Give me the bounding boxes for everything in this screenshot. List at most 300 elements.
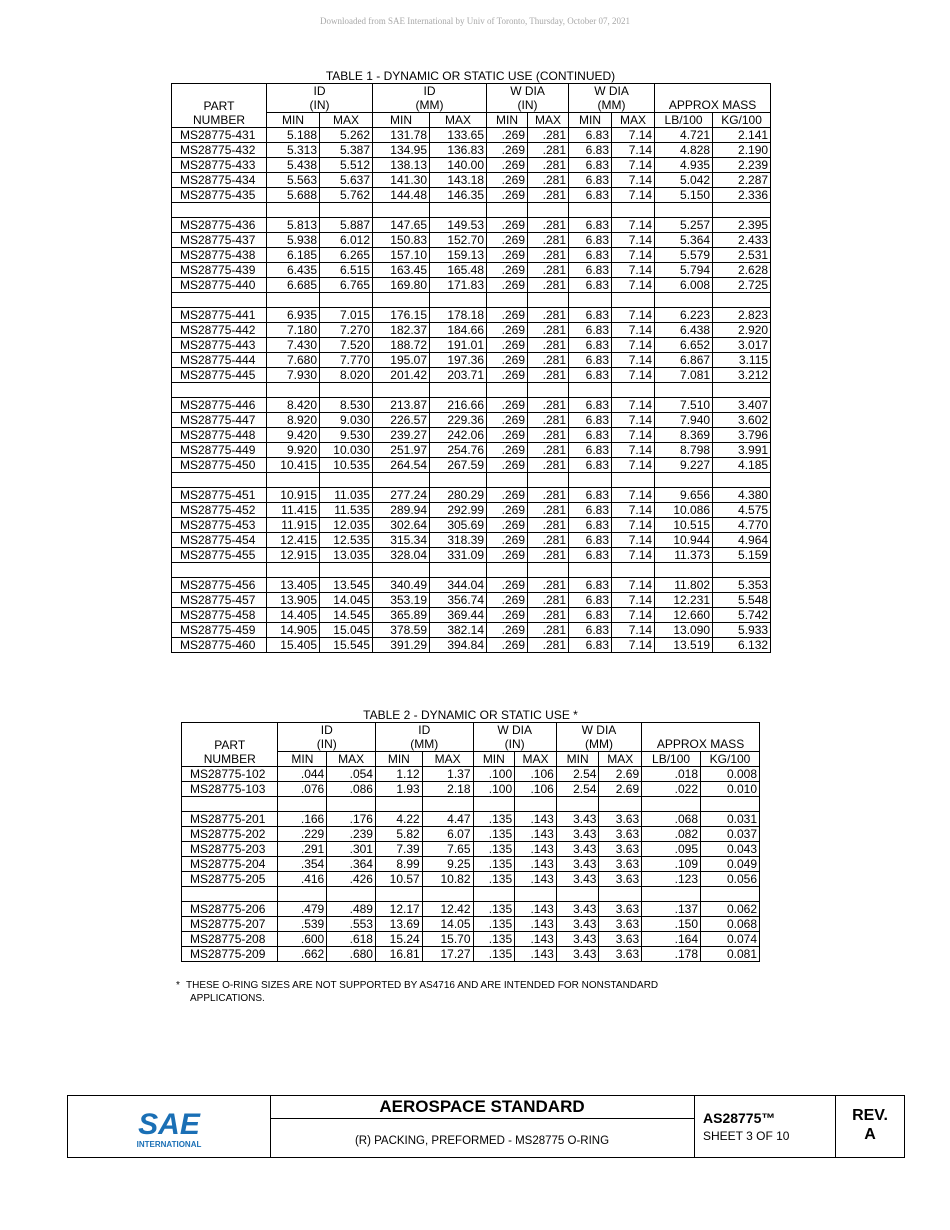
value-cell: 4.828 — [655, 143, 713, 158]
table-row — [182, 827, 760, 842]
value-cell: 7.14 — [612, 413, 655, 428]
value-cell: 6.83 — [569, 458, 612, 473]
value-cell: 5.188 — [267, 128, 320, 143]
part-number-cell: MS28775-201 — [182, 812, 278, 827]
empty-cell — [373, 563, 430, 578]
value-cell: .269 — [487, 143, 528, 158]
value-cell: .662 — [278, 947, 327, 962]
value-cell: 4.185 — [713, 458, 771, 473]
value-cell: .281 — [528, 488, 569, 503]
empty-cell — [642, 797, 701, 812]
value-cell: .269 — [487, 623, 528, 638]
value-cell: 0.056 — [701, 872, 760, 887]
empty-cell — [612, 563, 655, 578]
value-cell: 340.49 — [373, 578, 430, 593]
separator-row — [182, 887, 760, 902]
value-cell: 3.991 — [713, 443, 771, 458]
value-cell: .135 — [473, 812, 515, 827]
value-cell: .269 — [487, 188, 528, 203]
value-cell: 3.43 — [556, 857, 599, 872]
value-cell: 7.14 — [612, 398, 655, 413]
table-row — [172, 593, 771, 608]
doc-number: AS28775™ — [703, 1110, 776, 1126]
empty-cell — [655, 383, 713, 398]
value-cell: 3.63 — [599, 932, 642, 947]
value-cell: 11.415 — [267, 503, 320, 518]
value-cell: 7.39 — [375, 842, 422, 857]
col-kg100: KG/100 — [713, 113, 771, 128]
value-cell: .135 — [473, 932, 515, 947]
col-max: MAX — [612, 113, 655, 128]
value-cell: 2.18 — [422, 782, 473, 797]
empty-cell — [320, 293, 373, 308]
value-cell: 2.823 — [713, 308, 771, 323]
value-cell: 6.83 — [569, 368, 612, 383]
value-cell: 2.725 — [713, 278, 771, 293]
table-row — [172, 338, 771, 353]
value-cell: 8.530 — [320, 398, 373, 413]
part-number-cell: MS28775-446 — [172, 398, 267, 413]
separator-row — [172, 293, 771, 308]
value-cell: 369.44 — [430, 608, 487, 623]
empty-cell — [556, 887, 599, 902]
part-number-cell: MS28775-445 — [172, 368, 267, 383]
value-cell: 7.14 — [612, 578, 655, 593]
value-cell: 6.83 — [569, 578, 612, 593]
value-cell: 5.933 — [713, 623, 771, 638]
value-cell: 7.14 — [612, 353, 655, 368]
separator-row — [172, 563, 771, 578]
col-kg100: KG/100 — [701, 752, 760, 767]
part-number-cell: MS28775-449 — [172, 443, 267, 458]
empty-cell — [172, 383, 267, 398]
col-min: MIN — [373, 113, 430, 128]
empty-cell — [373, 383, 430, 398]
col-min: MIN — [267, 113, 320, 128]
value-cell: 188.72 — [373, 338, 430, 353]
value-cell: 14.405 — [267, 608, 320, 623]
revision-cell — [836, 1096, 904, 1157]
value-cell: 2.54 — [556, 767, 599, 782]
value-cell: 11.373 — [655, 548, 713, 563]
value-cell: .281 — [528, 263, 569, 278]
value-cell: .281 — [528, 353, 569, 368]
empty-cell — [701, 887, 760, 902]
id-in-header: ID (IN) — [278, 723, 376, 752]
value-cell: 7.520 — [320, 338, 373, 353]
value-cell: 152.70 — [430, 233, 487, 248]
table-row — [182, 947, 760, 962]
value-cell: 7.14 — [612, 323, 655, 338]
value-cell: 6.83 — [569, 278, 612, 293]
part-label: PART — [203, 99, 235, 113]
approx-mass-header: APPROX MASS — [655, 98, 771, 113]
value-cell: 12.535 — [320, 533, 373, 548]
part-number-cell: MS28775-456 — [172, 578, 267, 593]
table-row — [172, 233, 771, 248]
value-cell: 13.035 — [320, 548, 373, 563]
value-cell: .281 — [528, 218, 569, 233]
empty-cell — [267, 383, 320, 398]
value-cell: .269 — [487, 368, 528, 383]
value-cell: 7.270 — [320, 323, 373, 338]
value-cell: 9.656 — [655, 488, 713, 503]
logo-wordmark: SAE — [138, 1108, 200, 1141]
empty-cell — [713, 563, 771, 578]
value-cell: 6.83 — [569, 623, 612, 638]
value-cell: 356.74 — [430, 593, 487, 608]
empty-cell — [473, 797, 515, 812]
wdia-mm-header: W DIA (MM) — [569, 84, 655, 113]
value-cell: 5.438 — [267, 158, 320, 173]
table-2 — [181, 708, 760, 962]
empty-cell — [487, 203, 528, 218]
value-cell: 2.433 — [713, 233, 771, 248]
value-cell: 7.14 — [612, 188, 655, 203]
sheet-number: SHEET 3 OF 10 — [703, 1129, 790, 1143]
download-watermark: Downloaded from SAE International by Univ of Toronto, Thursday, October 07, 2021 — [320, 16, 630, 26]
value-cell: 7.510 — [655, 398, 713, 413]
value-cell: 6.83 — [569, 548, 612, 563]
table-row — [172, 248, 771, 263]
wdia-in-header: W DIA (IN) — [487, 84, 569, 113]
table-row — [172, 638, 771, 653]
value-cell: 10.944 — [655, 533, 713, 548]
value-cell: 15.24 — [375, 932, 422, 947]
value-cell: 6.185 — [267, 248, 320, 263]
value-cell: 195.07 — [373, 353, 430, 368]
empty-cell — [642, 887, 701, 902]
part-number-cell: MS28775-205 — [182, 872, 278, 887]
document-title: (R) PACKING, PREFORMED - MS28775 O-RING — [354, 1135, 610, 1147]
value-cell: 146.35 — [430, 188, 487, 203]
number-label: NUMBER — [192, 113, 245, 127]
value-cell: 7.14 — [612, 488, 655, 503]
value-cell: 8.020 — [320, 368, 373, 383]
value-cell: .137 — [642, 902, 701, 917]
value-cell: 169.80 — [373, 278, 430, 293]
value-cell: .269 — [487, 593, 528, 608]
value-cell: 9.25 — [422, 857, 473, 872]
rev-value: A — [864, 1126, 876, 1143]
value-cell: 9.030 — [320, 413, 373, 428]
value-cell: 6.83 — [569, 173, 612, 188]
value-cell: 289.94 — [373, 503, 430, 518]
value-cell: 2.190 — [713, 143, 771, 158]
empty-cell — [320, 203, 373, 218]
value-cell: .364 — [327, 857, 376, 872]
value-cell: 3.017 — [713, 338, 771, 353]
value-cell: .239 — [327, 827, 376, 842]
value-cell: .281 — [528, 578, 569, 593]
value-cell: 5.82 — [375, 827, 422, 842]
value-cell: 6.83 — [569, 233, 612, 248]
empty-cell — [569, 563, 612, 578]
value-cell: 11.535 — [320, 503, 373, 518]
value-cell: 5.637 — [320, 173, 373, 188]
empty-cell — [528, 203, 569, 218]
value-cell: 3.43 — [556, 932, 599, 947]
title-cell — [270, 1096, 695, 1157]
value-cell: 315.34 — [373, 533, 430, 548]
value-cell: 5.364 — [655, 233, 713, 248]
title-block — [67, 1095, 905, 1158]
part-number-cell: MS28775-443 — [172, 338, 267, 353]
value-cell: 143.18 — [430, 173, 487, 188]
empty-cell — [278, 887, 327, 902]
value-cell: 5.762 — [320, 188, 373, 203]
value-cell: 305.69 — [430, 518, 487, 533]
part-number-cell: MS28775-432 — [172, 143, 267, 158]
value-cell: .281 — [528, 323, 569, 338]
value-cell: 133.65 — [430, 128, 487, 143]
table-row — [172, 443, 771, 458]
value-cell: 17.27 — [422, 947, 473, 962]
value-cell: .479 — [278, 902, 327, 917]
value-cell: 5.794 — [655, 263, 713, 278]
value-cell: .269 — [487, 323, 528, 338]
value-cell: 10.415 — [267, 458, 320, 473]
value-cell: 391.29 — [373, 638, 430, 653]
value-cell: 6.515 — [320, 263, 373, 278]
value-cell: .143 — [515, 902, 557, 917]
value-cell: .044 — [278, 767, 327, 782]
value-cell: 3.43 — [556, 872, 599, 887]
value-cell: 6.83 — [569, 533, 612, 548]
empty-cell — [375, 797, 422, 812]
value-cell: .143 — [515, 932, 557, 947]
col-lb100: LB/100 — [642, 752, 701, 767]
value-cell: 6.012 — [320, 233, 373, 248]
value-cell: .135 — [473, 857, 515, 872]
part-number-cell: MS28775-441 — [172, 308, 267, 323]
value-cell: 12.915 — [267, 548, 320, 563]
value-cell: .269 — [487, 443, 528, 458]
value-cell: 14.045 — [320, 593, 373, 608]
value-cell: 6.265 — [320, 248, 373, 263]
value-cell: 6.83 — [569, 353, 612, 368]
table-row — [172, 518, 771, 533]
part-header — [172, 84, 267, 128]
value-cell: .281 — [528, 248, 569, 263]
value-cell: .166 — [278, 812, 327, 827]
value-cell: 9.420 — [267, 428, 320, 443]
table-row — [182, 857, 760, 872]
value-cell: 6.132 — [713, 638, 771, 653]
value-cell: 3.63 — [599, 842, 642, 857]
empty-cell — [172, 473, 267, 488]
value-cell: .269 — [487, 353, 528, 368]
value-cell: .269 — [487, 278, 528, 293]
value-cell: 5.938 — [267, 233, 320, 248]
footnote-line-2: APPLICATIONS. — [190, 993, 265, 1004]
value-cell: 6.83 — [569, 428, 612, 443]
empty-cell — [422, 887, 473, 902]
value-cell: .281 — [528, 458, 569, 473]
value-cell: 6.765 — [320, 278, 373, 293]
value-cell: 7.14 — [612, 218, 655, 233]
value-cell: 140.00 — [430, 158, 487, 173]
value-cell: 178.18 — [430, 308, 487, 323]
value-cell: 1.37 — [422, 767, 473, 782]
value-cell: 3.796 — [713, 428, 771, 443]
table-1 — [171, 69, 770, 653]
value-cell: 150.83 — [373, 233, 430, 248]
value-cell: 2.141 — [713, 128, 771, 143]
part-number-cell: MS28775-434 — [172, 173, 267, 188]
value-cell: 3.212 — [713, 368, 771, 383]
value-cell: .600 — [278, 932, 327, 947]
table-row — [182, 917, 760, 932]
value-cell: 5.387 — [320, 143, 373, 158]
table-row — [172, 143, 771, 158]
value-cell: .143 — [515, 917, 557, 932]
empty-cell — [612, 383, 655, 398]
value-cell: 10.535 — [320, 458, 373, 473]
empty-cell — [182, 887, 278, 902]
separator-row — [172, 203, 771, 218]
value-cell: 10.086 — [655, 503, 713, 518]
value-cell: .539 — [278, 917, 327, 932]
value-cell: 344.04 — [430, 578, 487, 593]
footnote — [176, 979, 740, 1005]
value-cell: 242.06 — [430, 428, 487, 443]
value-cell: 1.93 — [375, 782, 422, 797]
value-cell: 13.69 — [375, 917, 422, 932]
value-cell: .281 — [528, 188, 569, 203]
value-cell: 7.930 — [267, 368, 320, 383]
empty-cell — [373, 203, 430, 218]
value-cell: 9.227 — [655, 458, 713, 473]
value-cell: 5.042 — [655, 173, 713, 188]
value-cell: .269 — [487, 608, 528, 623]
value-cell: .269 — [487, 233, 528, 248]
part-number-cell: MS28775-204 — [182, 857, 278, 872]
value-cell: 163.45 — [373, 263, 430, 278]
value-cell: 176.15 — [373, 308, 430, 323]
table-row — [172, 428, 771, 443]
value-cell: .150 — [642, 917, 701, 932]
value-cell: .269 — [487, 248, 528, 263]
empty-cell — [172, 293, 267, 308]
col-min: MIN — [473, 752, 515, 767]
value-cell: 0.074 — [701, 932, 760, 947]
value-cell: 184.66 — [430, 323, 487, 338]
value-cell: .269 — [487, 533, 528, 548]
value-cell: 8.420 — [267, 398, 320, 413]
value-cell: .269 — [487, 338, 528, 353]
mass-header-top — [642, 723, 760, 738]
value-cell: 277.24 — [373, 488, 430, 503]
table-row — [172, 263, 771, 278]
value-cell: 11.915 — [267, 518, 320, 533]
value-cell: .281 — [528, 143, 569, 158]
value-cell: 1.12 — [375, 767, 422, 782]
value-cell: 3.43 — [556, 917, 599, 932]
value-cell: 2.920 — [713, 323, 771, 338]
value-cell: 7.14 — [612, 368, 655, 383]
empty-cell — [713, 383, 771, 398]
empty-cell — [172, 203, 267, 218]
value-cell: .269 — [487, 548, 528, 563]
empty-cell — [528, 383, 569, 398]
part-number-cell: MS28775-454 — [172, 533, 267, 548]
value-cell: 3.43 — [556, 812, 599, 827]
empty-cell — [267, 473, 320, 488]
value-cell: 5.563 — [267, 173, 320, 188]
value-cell: 13.545 — [320, 578, 373, 593]
value-cell: 138.13 — [373, 158, 430, 173]
part-number-cell: MS28775-437 — [172, 233, 267, 248]
part-label: PART — [214, 738, 246, 752]
empty-cell — [267, 203, 320, 218]
empty-cell — [655, 293, 713, 308]
value-cell: 6.83 — [569, 488, 612, 503]
value-cell: 134.95 — [373, 143, 430, 158]
value-cell: .269 — [487, 458, 528, 473]
value-cell: 6.83 — [569, 413, 612, 428]
value-cell: .281 — [528, 608, 569, 623]
value-cell: .143 — [515, 872, 557, 887]
footnote-line-1: THESE O-RING SIZES ARE NOT SUPPORTED BY AS4716 AND ARE INTENDED FOR NONSTANDARD — [186, 980, 659, 991]
value-cell: 6.435 — [267, 263, 320, 278]
value-cell: .269 — [487, 398, 528, 413]
empty-cell — [655, 203, 713, 218]
value-cell: .281 — [528, 338, 569, 353]
value-cell: .281 — [528, 128, 569, 143]
value-cell: .281 — [528, 368, 569, 383]
value-cell: 13.405 — [267, 578, 320, 593]
table-2-grid — [181, 722, 760, 962]
wdia-mm-header: W DIA (MM) — [556, 723, 641, 752]
value-cell: 378.59 — [373, 623, 430, 638]
value-cell: 267.59 — [430, 458, 487, 473]
value-cell: .269 — [487, 638, 528, 653]
value-cell: 7.65 — [422, 842, 473, 857]
value-cell: 9.920 — [267, 443, 320, 458]
value-cell: 7.081 — [655, 368, 713, 383]
value-cell: 5.887 — [320, 218, 373, 233]
part-number-cell: MS28775-450 — [172, 458, 267, 473]
empty-cell — [655, 473, 713, 488]
value-cell: .076 — [278, 782, 327, 797]
approx-mass-header: APPROX MASS — [642, 737, 760, 752]
value-cell: 6.652 — [655, 338, 713, 353]
value-cell: .269 — [487, 158, 528, 173]
separator-row — [182, 797, 760, 812]
empty-cell — [267, 563, 320, 578]
empty-cell — [430, 203, 487, 218]
col-max: MAX — [320, 113, 373, 128]
value-cell: 7.14 — [612, 503, 655, 518]
value-cell: 7.14 — [612, 623, 655, 638]
value-cell: 5.688 — [267, 188, 320, 203]
value-cell: 0.043 — [701, 842, 760, 857]
standard-heading: AEROSPACE STANDARD — [270, 1096, 694, 1119]
value-cell: 3.63 — [599, 827, 642, 842]
table-row — [172, 128, 771, 143]
part-number-cell: MS28775-209 — [182, 947, 278, 962]
value-cell: 213.87 — [373, 398, 430, 413]
table-row — [172, 188, 771, 203]
value-cell: .269 — [487, 218, 528, 233]
value-cell: .269 — [487, 128, 528, 143]
part-number-cell: MS28775-440 — [172, 278, 267, 293]
value-cell: 292.99 — [430, 503, 487, 518]
value-cell: 3.63 — [599, 857, 642, 872]
value-cell: .269 — [487, 578, 528, 593]
value-cell: 15.70 — [422, 932, 473, 947]
